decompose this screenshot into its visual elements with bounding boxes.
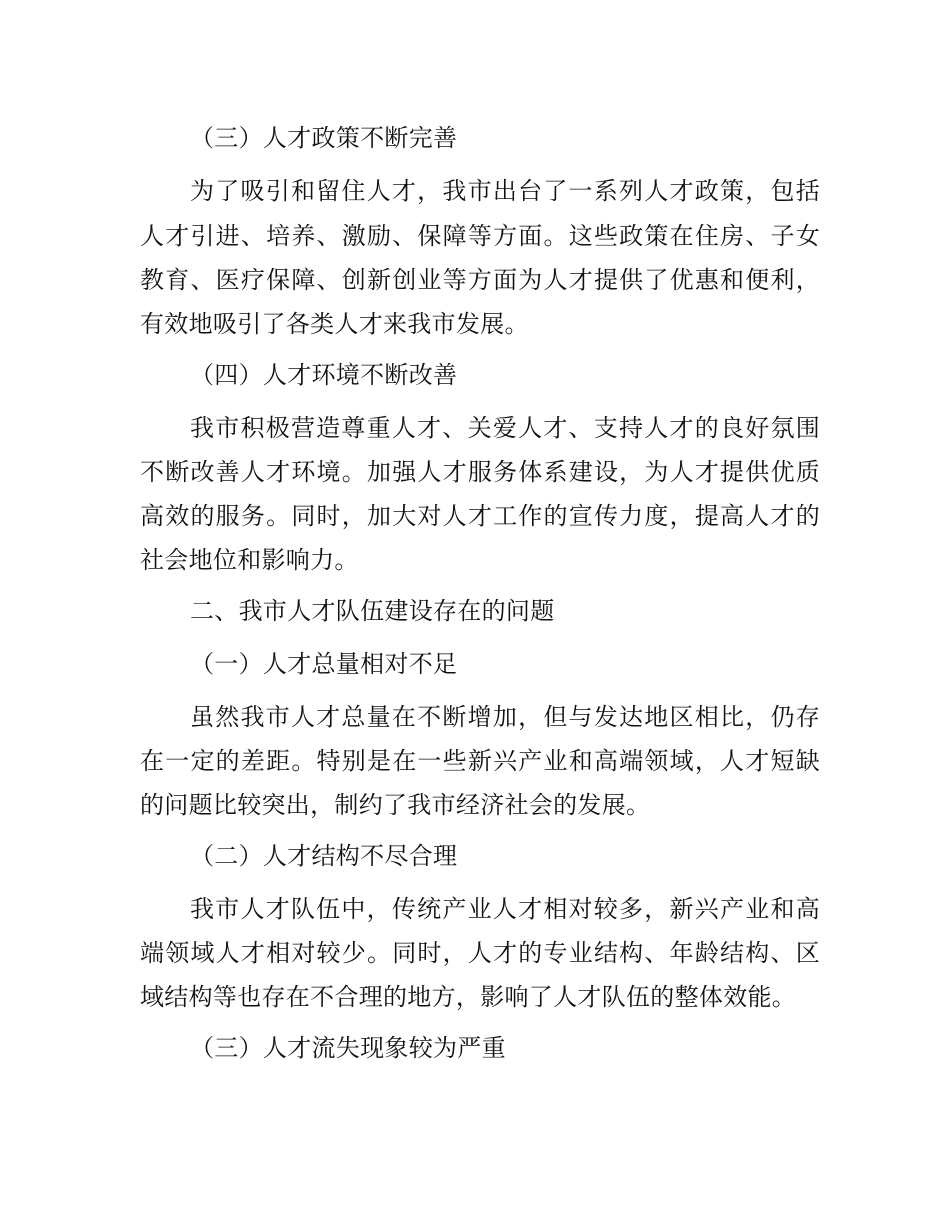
paragraph-line: 在一定的差距。特别是在一些新兴产业和高端领域，人才短缺 <box>140 747 820 775</box>
heading-talent-policy: （三）人才政策不断完善 <box>190 124 458 152</box>
heading-talent-structure: （二）人才结构不尽合理 <box>190 842 458 870</box>
paragraph-line: 不断改善人才环境。加强人才服务体系建设，为人才提供优质 <box>140 458 820 486</box>
heading-talent-total: （一）人才总量相对不足 <box>190 650 458 678</box>
paragraph-line: 端领域人才相对较少。同时，人才的专业结构、年龄结构、区 <box>140 939 820 967</box>
heading-section-two: 二、我市人才队伍建设存在的问题 <box>190 597 555 625</box>
paragraph-line: 域结构等也存在不合理的地方，影响了人才队伍的整体效能。 <box>140 983 797 1011</box>
paragraph-line: 的问题比较突出，制约了我市经济社会的发展。 <box>140 791 651 819</box>
heading-talent-loss: （三）人才流失现象较为严重 <box>190 1034 506 1062</box>
paragraph-line: 为了吸引和留住人才，我市出台了一系列人才政策，包括 <box>190 177 820 205</box>
paragraph-line: 有效地吸引了各类人才来我市发展。 <box>140 310 529 338</box>
paragraph-line: 社会地位和影响力。 <box>140 546 359 574</box>
paragraph-line: 虽然我市人才总量在不断增加，但与发达地区相比，仍存 <box>190 703 820 731</box>
paragraph-line: 人才引进、培养、激励、保障等方面。这些政策在住房、子女 <box>140 222 820 250</box>
paragraph-line: 我市人才队伍中，传统产业人才相对较多，新兴产业和高 <box>190 895 820 923</box>
paragraph-line: 高效的服务。同时，加大对人才工作的宣传力度，提高人才的 <box>140 502 820 530</box>
paragraph-line: 教育、医疗保障、创新创业等方面为人才提供了优惠和便利， <box>140 266 820 294</box>
heading-talent-environment: （四）人才环境不断改善 <box>190 361 458 389</box>
paragraph-line: 我市积极营造尊重人才、关爱人才、支持人才的良好氛围 <box>190 414 820 442</box>
